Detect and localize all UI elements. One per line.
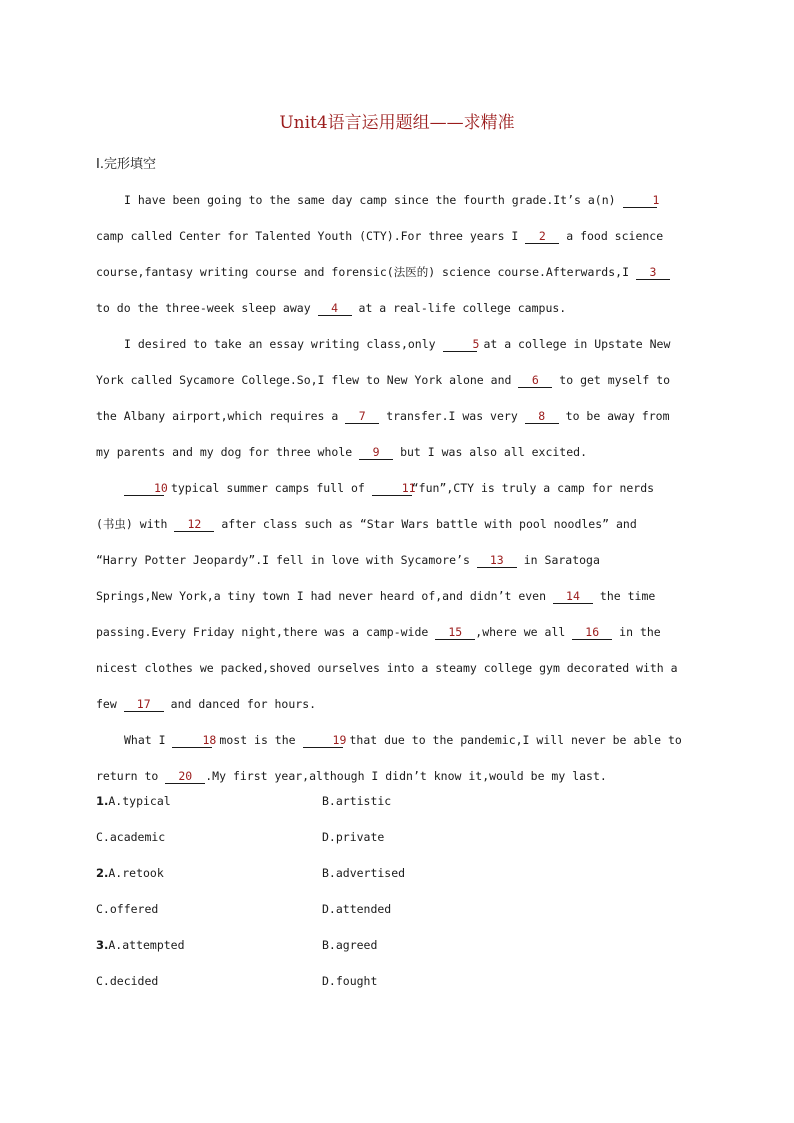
passage-line	[96, 290, 696, 326]
option-b: B.advertised	[322, 866, 406, 880]
passage-line	[96, 182, 696, 218]
blank-2: 2	[525, 229, 559, 244]
passage-text: my parents and my dog for three whole	[96, 445, 353, 459]
option-text: A.typical	[108, 794, 171, 808]
option-text: A.attempted	[108, 938, 185, 952]
passage-text: in Saratoga	[523, 553, 600, 567]
passage-text: course,fantasy writing course and forensic(法医的) science course.Afterwards,I	[96, 265, 629, 279]
passage-text: at a real-life college campus.	[358, 301, 567, 315]
passage-text: York called Sycamore College.So,I flew to New York alone and	[96, 373, 512, 387]
question-number: 1.	[96, 794, 109, 808]
passage-text: (书虫) with	[96, 517, 168, 531]
passage-text: return to	[96, 769, 159, 783]
blank-18: 18	[172, 733, 212, 748]
passage-line	[96, 614, 696, 650]
passage-text: transfer.I was very	[386, 409, 518, 423]
passage-text: “Harry Potter Jeopardy”.I fell in love with Sycamore’s	[96, 553, 470, 567]
blank-12: 12	[174, 517, 214, 532]
passage-line	[96, 722, 696, 758]
passage-text: the time	[599, 589, 656, 603]
passage-line	[96, 686, 696, 722]
blank-17: 17	[124, 697, 164, 712]
passage-line	[96, 398, 696, 434]
option-row	[96, 866, 696, 902]
option-d: D.fought	[322, 974, 378, 988]
blank-20: 20	[165, 769, 205, 784]
passage-text: that due to the pandemic,I will never be able to	[349, 733, 682, 747]
blank-16: 16	[572, 625, 612, 640]
option-row	[96, 794, 696, 830]
passage-text: camp called Center for Talented Youth (CTY).For three years I	[96, 229, 519, 243]
passage-line	[96, 758, 696, 794]
blank-5: 5	[443, 337, 477, 352]
passage-line	[96, 470, 696, 506]
option-text: A.retook	[108, 866, 164, 880]
passage-text: What I	[124, 733, 166, 747]
blank-19: 19	[303, 733, 343, 748]
passage-line	[96, 542, 696, 578]
passage-line	[96, 218, 696, 254]
option-a	[96, 866, 164, 880]
blank-3: 3	[636, 265, 670, 280]
passage-text: to do the three-week sleep away	[96, 301, 311, 315]
question-number: 2.	[96, 866, 109, 880]
passage-text: but I was also all excited.	[400, 445, 587, 459]
passage-line	[96, 326, 696, 362]
passage-text: a food science	[566, 229, 664, 243]
option-c: C.academic	[96, 830, 166, 844]
blank-7: 7	[345, 409, 379, 424]
passage-text: ,where we all	[475, 625, 566, 639]
blank-13: 13	[477, 553, 517, 568]
passage-text: few	[96, 697, 117, 711]
passage-text: in the	[619, 625, 661, 639]
passage-text: at a college in Upstate New	[483, 337, 671, 351]
passage-line	[96, 506, 696, 542]
section-heading: Ⅰ.完形填空	[96, 157, 156, 172]
option-row	[96, 830, 696, 866]
page-title: Unit4语言运用题组——求精准	[279, 113, 515, 133]
blank-6: 6	[518, 373, 552, 388]
passage-text: most is the	[219, 733, 296, 747]
passage-text: .My first year,although I didn’t know it,would be my last.	[205, 769, 607, 783]
blank-15: 15	[435, 625, 475, 640]
passage-text: I desired to take an essay writing class,only	[124, 337, 436, 351]
passage-text: to be away from	[565, 409, 670, 423]
option-row	[96, 974, 696, 1010]
passage-text: the Albany airport,which requires a	[96, 409, 339, 423]
passage-text: to get myself to	[559, 373, 671, 387]
passage-text: after class such as “Star Wars battle with pool noodles” and	[221, 517, 637, 531]
cloze-passage	[96, 182, 696, 794]
blank-14: 14	[553, 589, 593, 604]
passage-text: Springs,New York,a tiny town I had never heard of,and didn’t even	[96, 589, 547, 603]
passage-text: “fun”,CTY is truly a camp for nerds	[411, 481, 655, 495]
option-a	[96, 794, 171, 808]
option-c: C.offered	[96, 902, 159, 916]
blank-11: 11	[372, 481, 412, 496]
passage-line	[96, 362, 696, 398]
option-b: B.agreed	[322, 938, 378, 952]
blank-4: 4	[318, 301, 352, 316]
blank-9: 9	[359, 445, 393, 460]
question-number: 3.	[96, 938, 109, 952]
option-row	[96, 902, 696, 938]
passage-text: nicest clothes we packed,shoved ourselves into a steamy college gym decorated with a	[96, 661, 678, 675]
passage-line	[96, 650, 696, 686]
option-a	[96, 938, 185, 952]
option-d: D.attended	[322, 902, 392, 916]
passage-text: and danced for hours.	[170, 697, 317, 711]
blank-8: 8	[525, 409, 559, 424]
blank-10: 10	[124, 481, 164, 496]
passage-text: typical summer camps full of	[170, 481, 365, 495]
passage-line	[96, 254, 696, 290]
passage-text: passing.Every Friday night,there was a camp-wide	[96, 625, 429, 639]
option-row	[96, 938, 696, 974]
blank-1: 1	[623, 193, 657, 208]
option-d: D.private	[322, 830, 385, 844]
passage-line	[96, 434, 696, 470]
option-c: C.decided	[96, 974, 159, 988]
option-b: B.artistic	[322, 794, 392, 808]
passage-line	[96, 578, 696, 614]
answer-options	[96, 794, 696, 1010]
passage-text: I have been going to the same day camp since the fourth grade.It’s a(n)	[124, 193, 616, 207]
